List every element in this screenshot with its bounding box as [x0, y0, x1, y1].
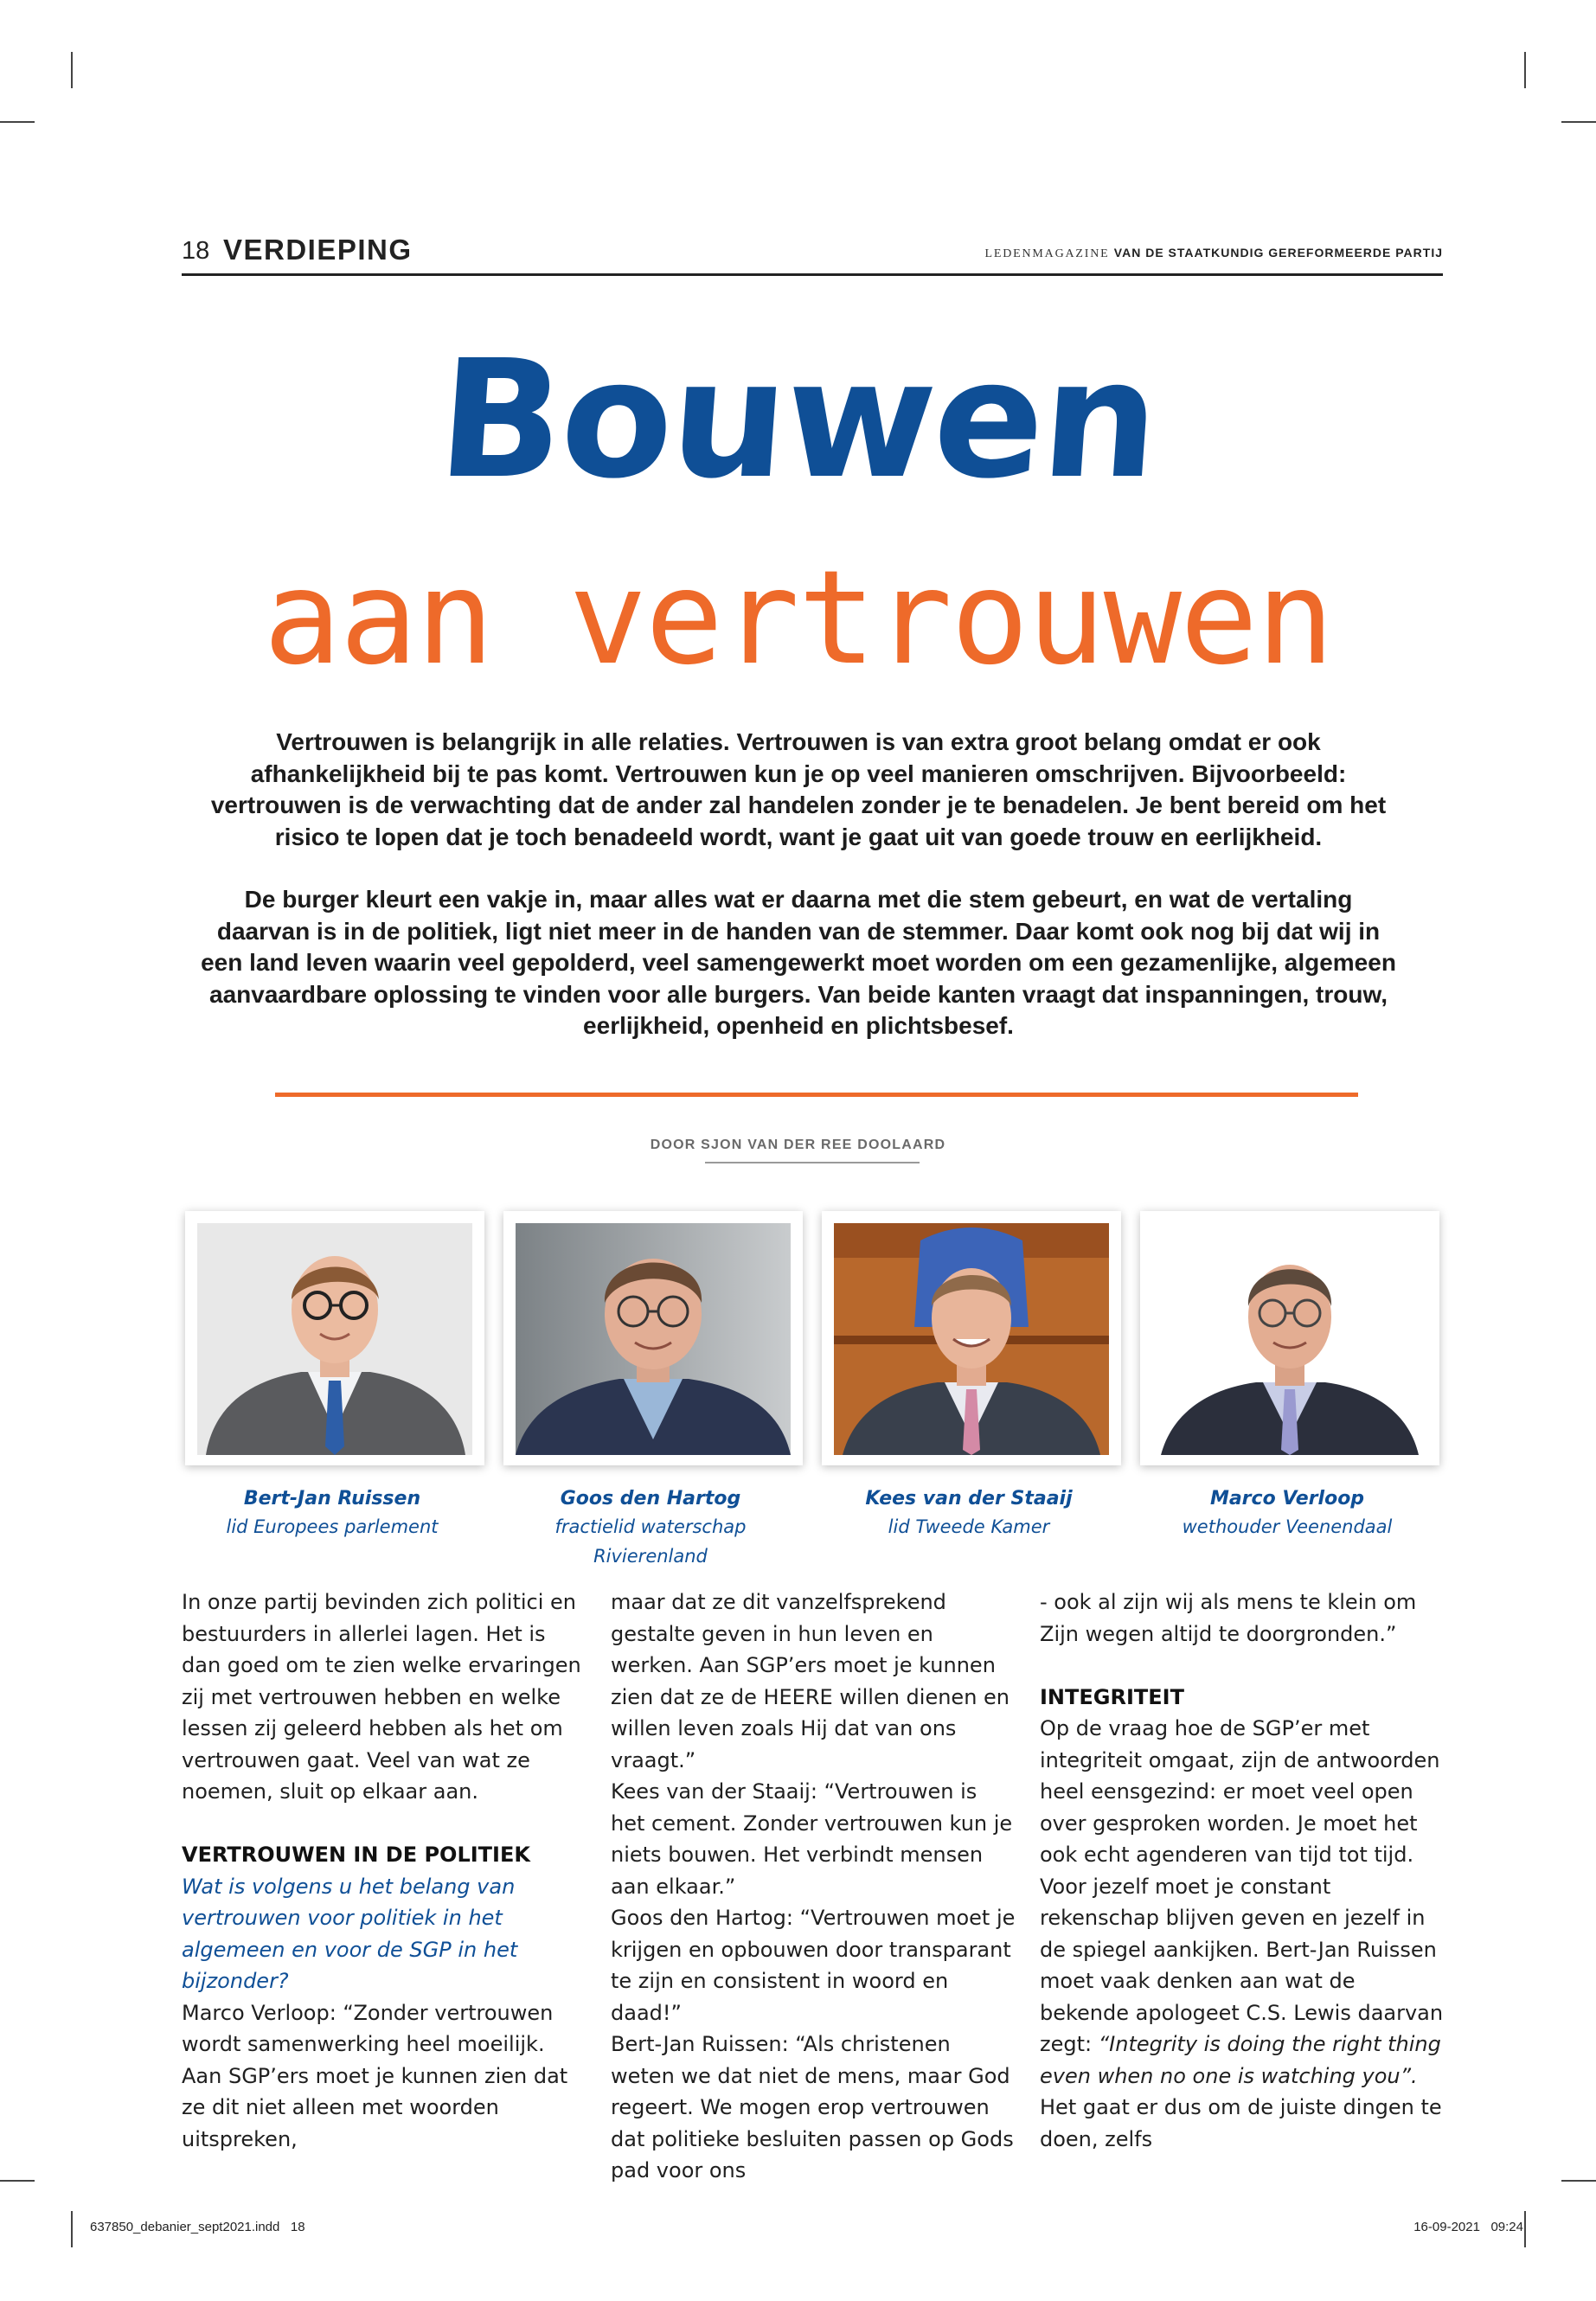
portrait-verloop [1152, 1223, 1427, 1455]
caption-1 [185, 1486, 479, 1541]
subheading: INTEGRITEIT [1040, 1684, 1184, 1709]
crop-mark [1561, 121, 1596, 123]
body-text: Op de vraag hoe de SGP’er met integriteit omgaat, zijn de antwoorden heel eensgezind: er moet veel open over gesproken worden. Je moet het ook echt agenderen van tijd tot tijd. Voor jezelf moet je constant rekenschap blijven geven en jezelf in de spiegel aankijken. Bert-Jan Ruissen moet vaak denken aan wat de bekende apologeet C.S. Lewis daarvan zegt: [1040, 1716, 1444, 2056]
body-paragraph: Goos den Hartog: “Vertrouwen moet je krijgen en opbouwen door transparant te zijn en consistent in woord en daad!” [611, 1906, 1016, 2025]
caption-2 [503, 1486, 798, 1571]
person-name: Kees van der Staaij [865, 1488, 1073, 1509]
interview-question: Wat is volgens u het belang van vertrouwen voor politiek in het algemeen en voor de SGP in het bijzonder? [182, 1874, 518, 1993]
person-name: Goos den Hartog [560, 1488, 741, 1509]
portrait-van-der-staaij [834, 1223, 1109, 1455]
body-paragraph: Bert-Jan Ruissen: “Als christenen weten we dat niet de mens, maar God regeert. We mogen erop vertrouwen dat politieke besluiten passen op Gods pad voor ons [611, 2032, 1014, 2182]
magazine-name [985, 246, 1443, 261]
person-role: lid Europees parlement [226, 1516, 439, 1537]
portrait-photo-4 [1140, 1211, 1439, 1465]
person-name: Marco Verloop [1209, 1488, 1365, 1509]
portrait-den-hartog [516, 1223, 791, 1455]
body-column-2 [611, 1586, 1017, 2187]
quote-text: “Integrity is doing the right thing even when no one is watching you”. [1040, 2032, 1441, 2088]
person-role: fractielid waterschap Rivierenland [554, 1516, 747, 1567]
caption-4 [1140, 1486, 1434, 1541]
person-role: lid Tweede Kamer [888, 1516, 1050, 1537]
person-name: Bert-Jan Ruissen [243, 1488, 421, 1509]
divider-rule [275, 1093, 1358, 1097]
magazine-prefix: LEDENMAGAZINE [984, 247, 1110, 260]
page-header [182, 234, 1443, 276]
body-paragraph: Kees van der Staaij: “Vertrouwen is het cement. Zonder vertrouwen kun je niets bouwen. Het verbindt mensen aan elkaar.” [611, 1779, 1013, 1899]
subheading: VERTROUWEN IN DE POLITIEK [182, 1843, 530, 1867]
body-paragraph: Marco Verloop: “Zonder vertrouwen wordt samenwerking heel moeilijk. Aan SGP’ers moet je kunnen zien dat ze dit niet alleen met woorden uitspreken, [182, 2000, 568, 2151]
intro-paragraph-1: Vertrouwen is belangrijk in alle relaties. Vertrouwen is van extra groot belang omdat er ook afhankelijkheid bij te pas komt. Vertrouwen kun je op veel manieren omschrijven. Bijvoorbeeld: vertrouwen is de verwachting dat de ander zal handelen zonder je te benadelen. Je bent bereid om het risico te lopen dat je toch benadeeld wordt, want je gaat uit van goede trouw en eerlijkheid. [210, 728, 1387, 850]
section-title: VERDIEPING [223, 234, 413, 266]
caption-3 [822, 1486, 1116, 1541]
body-paragraph: - ook al zijn wij als mens te klein om Zijn wegen altijd te doorgronden.” [1040, 1590, 1417, 1646]
portrait-photo-3 [822, 1211, 1121, 1465]
title-line-1: Bouwen [433, 325, 1163, 515]
body-paragraph [1040, 1713, 1446, 2155]
portrait-photo-1 [185, 1211, 484, 1465]
crop-mark [1524, 2211, 1526, 2247]
portrait-photo-2 [503, 1211, 803, 1465]
person-role: wethouder Veenendaal [1182, 1516, 1393, 1537]
crop-mark [71, 2211, 73, 2247]
body-column-1 [182, 1586, 588, 2155]
body-paragraph: maar dat ze dit vanzelfsprekend gestalte geven in hun leven en werken. Aan SGP’ers moet je kunnen zien dat ze de HEERE willen dienen en willen leven zoals Hij dat van ons vraagt.” [611, 1590, 1010, 1772]
timestamp-slug: 16-09-2021 09:24 [1413, 2220, 1523, 2234]
crop-mark [71, 52, 73, 88]
magazine-party: VAN DE STAATKUNDIG GEREFORMEERDE PARTIJ [1113, 246, 1443, 260]
crop-mark [1524, 52, 1526, 88]
byline-underline [705, 1162, 920, 1163]
crop-mark [0, 121, 35, 123]
byline: DOOR SJON VAN DER REE DOOLAARD [650, 1138, 946, 1152]
crop-mark [1561, 2180, 1596, 2182]
file-slug: 637850_debanier_sept2021.indd 18 [90, 2220, 305, 2234]
body-text: Het gaat er dus om de juiste dingen te doen, zelfs [1040, 2095, 1442, 2151]
title-line-2: aan vertrouwen [263, 543, 1333, 694]
crop-mark [0, 2180, 35, 2182]
body-paragraph: In onze partij bevinden zich politici en bestuurders in allerlei lagen. Het is dan goed om te zien welke ervaringen zij met vertrouwen hebben en welke lessen zij geleerd hebben als het om vertrouwen gaat. Veel van wat ze noemen, sluit op elkaar aan. [182, 1590, 581, 1804]
intro-paragraph-2: De burger kleurt een vakje in, maar alles wat er daarna met die stem gebeurt, en wat de vertaling daarvan is in de politiek, ligt niet meer in de handen van de stemmer. Daar komt ook nog bij dat wij in een land leven waarin veel gepolderd, veel samengewerkt moet worden om een gezamenlijke, algemeen aanvaardbare oplossing te vinden voor alle burgers. Van beide kanten vraagt dat inspanningen, trouw, eerlijkheid, openheid en plichtsbesef. [201, 886, 1396, 1039]
portrait-ruissen [197, 1223, 472, 1455]
body-column-3 [1040, 1586, 1446, 2155]
page-number: 18 [182, 237, 210, 265]
